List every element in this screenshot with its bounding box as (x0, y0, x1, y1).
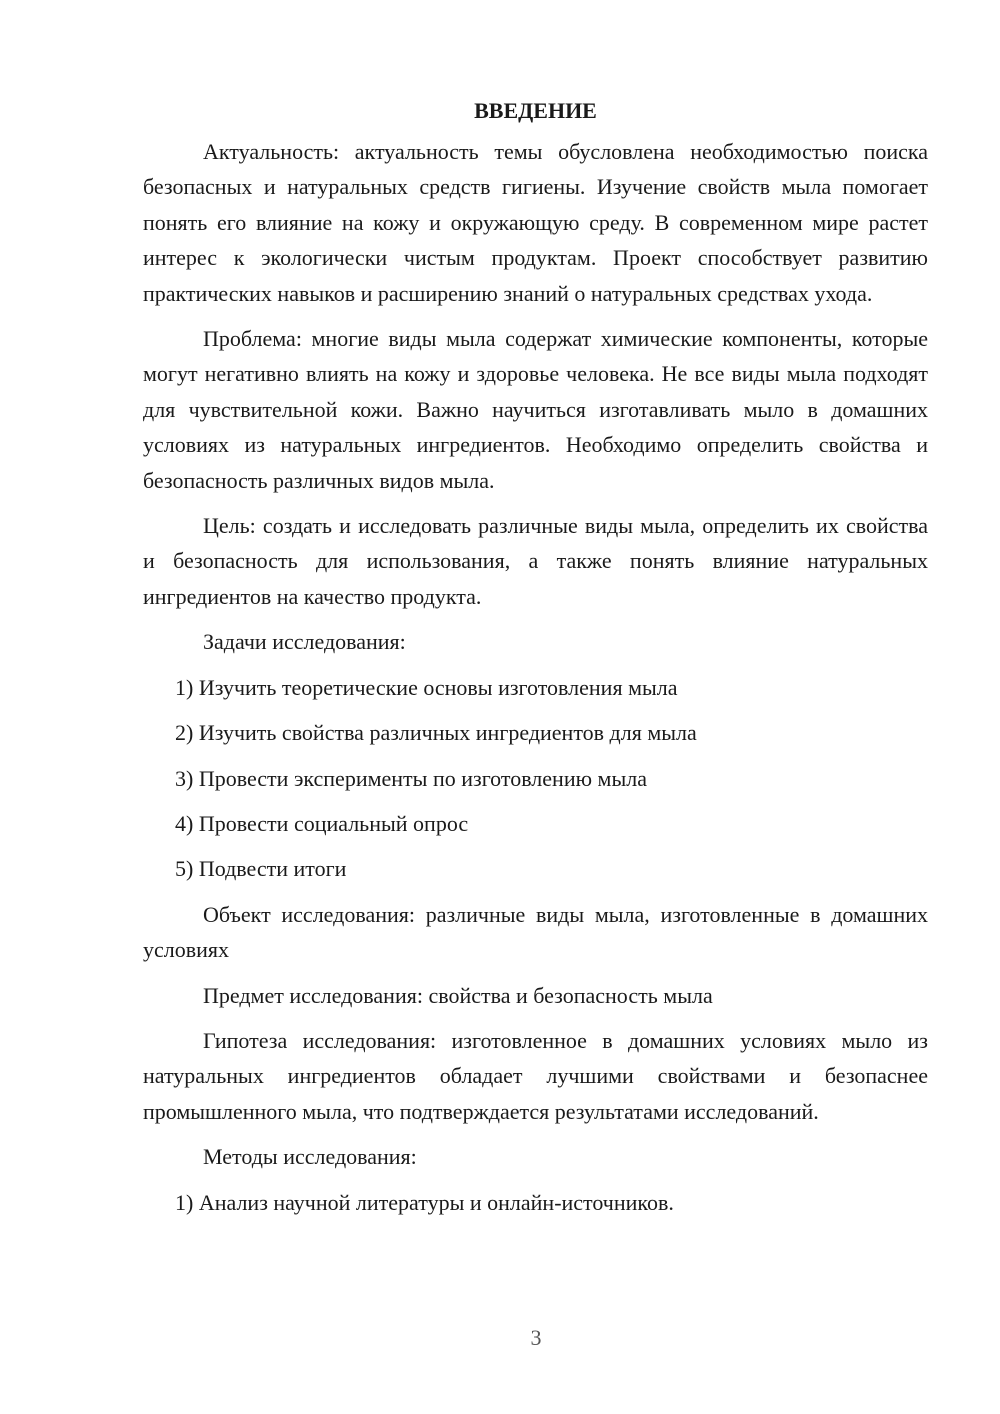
methods-heading: Методы исследования: (203, 1144, 417, 1170)
task-item: 2) Изучить свойства различных ингредиентов для мыла (175, 720, 697, 746)
document-page (143, 93, 928, 1230)
subject-paragraph: Предмет исследования: свойства и безопасность мыла (203, 982, 713, 1008)
tasks-heading: Задачи исследования: (203, 629, 406, 655)
page-number: 3 (530, 1325, 542, 1350)
goal-paragraph: Цель: создать и исследовать различные виды мыла, определить их свойства и безопасность для использования, а также понять влияние натуральных ингредиентов на качество продукта. (143, 513, 928, 609)
task-item: 1) Изучить теоретические основы изготовления мыла (175, 674, 678, 700)
page-title: ВВЕДЕНИЕ (474, 98, 597, 123)
task-item: 3) Провести эксперименты по изготовлению мыла (175, 765, 647, 791)
task-item: 5) Подвести итоги (175, 856, 347, 882)
object-paragraph: Объект исследования: различные виды мыла, изготовленные в домашних условиях (143, 901, 928, 963)
relevance-paragraph: Актуальность: актуальность темы обусловлена необходимостью поиска безопасных и натуральных средств гигиены. Изучение свойств мыла помогает понять его влияние на кожу и окружающую среду. В современном мире растет интерес к экологически чистым продуктам. Проект способствует развитию практических навыков и расширению знаний о натуральных средствах ухода. (143, 139, 928, 306)
task-item: 4) Провести социальный опрос (175, 810, 469, 836)
problem-paragraph: Проблема: многие виды мыла содержат химические компоненты, которые могут негативно влиять на кожу и здоровье человека. Не все виды мыла подходят для чувствительной кожи. Важно научиться изготавливать мыло в домашних условиях из натуральных ингредиентов. Необходимо определить свойства и безопасность различных видов мыла. (143, 326, 928, 493)
method-item: 1) Анализ научной литературы и онлайн-источников. (175, 1189, 674, 1215)
hypothesis-paragraph: Гипотеза исследования: изготовленное в домашних условиях мыло из натуральных ингредиентов обладает лучшими свойствами и безопаснее промышленного мыла, что подтверждается результатами исследований. (143, 1027, 928, 1124)
